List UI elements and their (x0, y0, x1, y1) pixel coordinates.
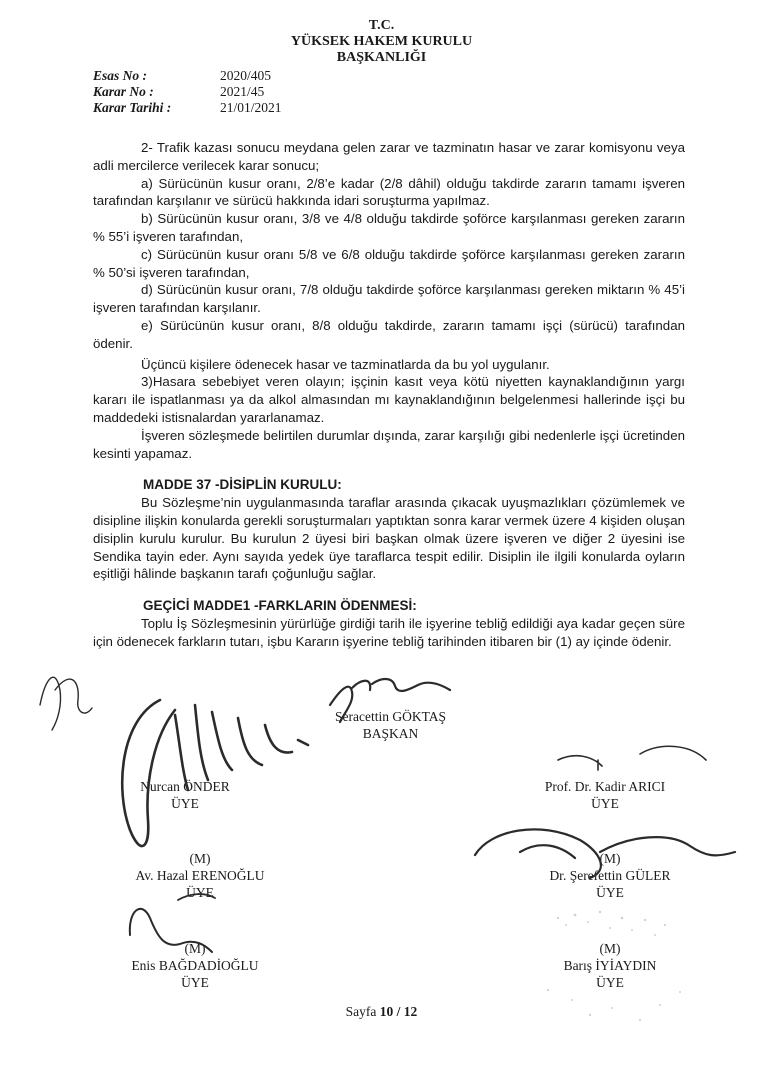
signatory-member-6 (520, 940, 700, 991)
paragraph: İşveren sözleşmede belirtilen durumlar dışında, zarar karşılığı gibi nedenlerle işçi ücretinden kesinti yapamaz. (93, 427, 685, 461)
page-prefix: Sayfa (345, 1004, 377, 1019)
paragraph: d) Sürücünün kusur oranı, 7/8 olduğu takdirde şoförce karşılanması gereken miktarın % 45’i işveren tarafından karşılanır. (93, 282, 685, 316)
paragraph: 2- Trafik kazası sonucu meydana gelen zarar ve tazminatın hasar ve zarar komisyonu veya adli mercilerce verilecek karar sonucu; (93, 140, 685, 173)
signatory-role: ÜYE (171, 796, 199, 811)
signatory-name: Barış İYİAYDIN (563, 958, 657, 973)
case-metadata (93, 68, 282, 116)
header-tc: T.C. (368, 18, 395, 33)
signatory-member-3 (100, 850, 300, 901)
paragraph: b) Sürücünün kusur oranı, 3/8 ve 4/8 olduğu takdirde şoförce karşılanması gereken zararın % 55’i işveren tarafından, (93, 211, 685, 244)
signatory-name: Dr. Şerefettin GÜLER (549, 868, 671, 883)
signatory-name: Enis BAĞDADİOĞLU (131, 958, 259, 973)
paragraph: 3)Hasara sebebiyet veren olayın; işçinin kasıt veya kötü niyetten kaynaklandığının yargı kararı ile ispatlanması ya da alkol almasından mı kaynaklandığının belgelenmesi hallerinde işçi bu maddedeki istisnalardan yararlanamaz. (93, 374, 685, 425)
temporary-article-text: Toplu İş Sözleşmesinin yürürlüğe girdiği tarih ile işyerine tebliğ edildiği aya kadar geçen süre için ödenecek farkların tutarı, işbu Kararın işyerine tebliğ tarihinden itibaren bir (1) ay içinde ödenir. (93, 615, 685, 649)
signatory-role: BAŞKAN (362, 726, 419, 741)
page-count: 10 / 12 (379, 1004, 418, 1019)
meta-label: Karar No : (93, 84, 154, 99)
member-2-signature (558, 746, 706, 770)
meta-value: 2021/45 (220, 84, 265, 99)
article-37-text: Bu Sözleşme’nin uygulanmasında taraflar arasında çıkacak uyuşmazlıkları çözümlemek ve disipline ilişkin konularda gerekli soruşturmaları yaptıktan sonra karar vermek üzere 4 kişiden oluşan disiplin kurulu kurulur. Bu kurulun 2 üyesi biri başkan olmak üzere işveren ve diğer 2 üyesini ise Sendika tayin eder. Aynı sayıda yedek üye taraflarca tespit edilir. Disiplin ile ilgili konularda oyların eşitliği hâlinde başkanın tarafı çoğunluğu sağlar. (93, 495, 685, 582)
signatory-name: Av. Hazal ERENOĞLU (135, 868, 265, 883)
margin-initials-signature (40, 677, 92, 730)
paragraph: Üçüncü kişilere ödenecek hasar ve tazminatlarda da bu yol uygulanır. (141, 356, 550, 372)
signatory-prefix: (M) (184, 941, 206, 956)
meta-label: Karar Tarihi : (93, 100, 172, 115)
header-institution: YÜKSEK HAKEM KURULU (290, 34, 473, 49)
meta-row-esas (93, 68, 282, 84)
meta-value: 2020/405 (220, 68, 272, 83)
page-number (0, 1004, 763, 1020)
temporary-article-heading: GEÇİCİ MADDE1 -FARKLARIN ÖDENMESİ: (143, 598, 417, 614)
meta-label: Esas No : (93, 68, 148, 83)
signatory-member-1 (100, 778, 270, 812)
paragraph: e) Sürücünün kusur oranı, 8/8 olduğu takdirde, zararın tamamı işçi (sürücü) tarafından ödenir. (93, 317, 685, 351)
article-37-heading: MADDE 37 -DİSİPLİN KURULU: (143, 477, 342, 493)
paragraph: c) Sürücünün kusur oranı 5/8 ve 6/8 olduğu takdirde şoförce karşılanması gereken zararın % 50’si işveren tarafından, (93, 246, 685, 280)
signatory-member-2 (515, 778, 695, 812)
meta-row-tarih (93, 100, 282, 116)
document-body (93, 139, 685, 651)
signatory-prefix: (M) (599, 851, 621, 866)
header-office: BAŞKANLIĞI (336, 50, 427, 65)
signatory-name: Seracettin GÖKTAŞ (334, 709, 447, 724)
signatory-member-5 (100, 940, 290, 991)
signatory-role: ÜYE (181, 975, 209, 990)
meta-row-karar (93, 84, 282, 100)
signatory-chair (318, 708, 463, 742)
signatory-prefix: (M) (189, 851, 211, 866)
signatory-name: Nurcan ÖNDER (140, 779, 230, 794)
signatory-role: ÜYE (596, 975, 624, 990)
signatory-role: ÜYE (596, 885, 624, 900)
member-1-signature (122, 700, 292, 846)
signatory-role: ÜYE (186, 885, 214, 900)
signatory-prefix: (M) (599, 941, 621, 956)
meta-value: 21/01/2021 (220, 100, 282, 115)
signatory-name: Prof. Dr. Kadir ARICI (544, 779, 666, 794)
signatory-member-4 (515, 850, 705, 901)
signatory-role: ÜYE (591, 796, 619, 811)
paragraph: a) Sürücünün kusur oranı, 2/8’e kadar (2/8 dâhil) olduğu takdirde zararın tamamı işveren tarafından karşılanır ve sürücü hakkında idari soruşturma yapılmaz. (93, 175, 685, 209)
